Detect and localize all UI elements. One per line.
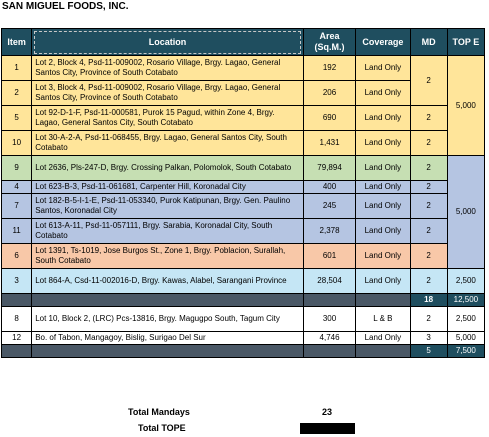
cell-area[interactable]: 690: [303, 106, 355, 131]
cell-location[interactable]: Lot 92-D-1-F, Psd-11-000581, Purok 15 Pagud, within Zone 4, Brgy. Lagao, General Santos City, South Cotabato: [32, 106, 304, 131]
table-row: [2, 156, 485, 181]
cell-tope[interactable]: 2,500: [447, 269, 484, 294]
cell-coverage[interactable]: Land Only: [356, 244, 410, 269]
cell-item[interactable]: 6: [2, 244, 32, 269]
schedule-table: [1, 28, 485, 358]
table-row: [2, 131, 485, 156]
total-tope-label: Total TOPE: [138, 423, 186, 433]
cell-md[interactable]: 2: [410, 181, 447, 194]
table-row: [2, 307, 485, 332]
cell-location[interactable]: Lot 2, Block 4, Psd-11-009002, Rosario Village, Brgy. Lagao, General Santos City, Province of South Cotabato: [32, 56, 304, 81]
cell-area[interactable]: 192: [303, 56, 355, 81]
cell-blank: [303, 345, 355, 358]
cell-coverage[interactable]: Land Only: [356, 194, 410, 219]
cell-area[interactable]: 400: [303, 181, 355, 194]
header-area[interactable]: Area (Sq.M.): [303, 29, 355, 56]
cell-blank: [303, 294, 355, 307]
cell-coverage[interactable]: Land Only: [356, 219, 410, 244]
subtotal-md[interactable]: 5: [410, 345, 447, 358]
cell-area[interactable]: 79,894: [303, 156, 355, 181]
cell-area[interactable]: 300: [303, 307, 355, 332]
cell-location[interactable]: Lot 2636, Pls-247-D, Brgy. Crossing Palkan, Polomolok, South Cotabato: [32, 156, 304, 181]
cell-location[interactable]: Lot 3, Block 4, Psd-11-009002, Rosario Village, Brgy. Lagao, General Santos City, Province of South Cotabato: [32, 81, 304, 106]
table-row: [2, 56, 485, 81]
cell-coverage[interactable]: Land Only: [356, 332, 410, 345]
subtotal-row: [2, 345, 485, 358]
table-row: [2, 194, 485, 219]
header-location[interactable]: Location: [32, 29, 304, 56]
cell-location[interactable]: Lot 10, Block 2, (LRC) Pcs-13816, Brgy. Magugpo South, Tagum City: [32, 307, 304, 332]
cell-item[interactable]: 1: [2, 56, 32, 81]
subtotal-md[interactable]: 18: [410, 294, 447, 307]
cell-md[interactable]: 2: [410, 194, 447, 219]
table-row: [2, 332, 485, 345]
cell-location[interactable]: Lot 30-A-2-A, Psd-11-068455, Brgy. Lagao, General Santos City, South Cotabato: [32, 131, 304, 156]
cell-blank: [32, 294, 304, 307]
cell-area[interactable]: 28,504: [303, 269, 355, 294]
table-row: [2, 106, 485, 131]
cell-area[interactable]: 2,378: [303, 219, 355, 244]
cell-tope-merged[interactable]: 5,000: [447, 56, 484, 156]
cell-coverage[interactable]: Land Only: [356, 156, 410, 181]
cell-area[interactable]: 206: [303, 81, 355, 106]
cell-tope[interactable]: 2,500: [447, 307, 484, 332]
table-row: [2, 244, 485, 269]
table-row: [2, 181, 485, 194]
company-title: SAN MIGUEL FOODS, INC.: [2, 1, 129, 12]
total-mandays-label: Total Mandays: [128, 407, 190, 417]
cell-location[interactable]: Bo. of Tabon, Mangagoy, Bislig, Surigao Del Sur: [32, 332, 304, 345]
cell-item[interactable]: 7: [2, 194, 32, 219]
cell-md-merged[interactable]: 2: [410, 56, 447, 106]
table-row: [2, 269, 485, 294]
subtotal-row: [2, 294, 485, 307]
cell-coverage[interactable]: Land Only: [356, 106, 410, 131]
cell-blank: [32, 345, 304, 358]
header-item[interactable]: Item: [2, 29, 32, 56]
cell-item[interactable]: 9: [2, 156, 32, 181]
cell-location[interactable]: Lot 613-A-11, Psd-11-057111, Brgy. Sarabia, Koronadal City, South Cotabato: [32, 219, 304, 244]
cell-coverage[interactable]: Land Only: [356, 131, 410, 156]
cell-blank: [356, 294, 410, 307]
table-row: [2, 219, 485, 244]
cell-md[interactable]: 2: [410, 307, 447, 332]
header-coverage[interactable]: Coverage: [356, 29, 410, 56]
cell-location[interactable]: Lot 1391, Ts-1019, Jose Burgos St., Zone 1, Brgy. Poblacion, Surallah, South Cotabato: [32, 244, 304, 269]
cell-area[interactable]: 245: [303, 194, 355, 219]
cell-blank: [356, 345, 410, 358]
cell-item[interactable]: 12: [2, 332, 32, 345]
cell-item[interactable]: 5: [2, 106, 32, 131]
cell-item[interactable]: 11: [2, 219, 32, 244]
cell-coverage[interactable]: Land Only: [356, 269, 410, 294]
cell-location[interactable]: Lot 623-B-3, Psd-11-061681, Carpenter Hill, Koronadal City: [32, 181, 304, 194]
total-mandays-value[interactable]: 23: [322, 407, 333, 417]
cell-coverage[interactable]: L & B: [356, 307, 410, 332]
cell-area[interactable]: 601: [303, 244, 355, 269]
cell-md[interactable]: 2: [410, 156, 447, 181]
cell-coverage[interactable]: Land Only: [356, 56, 410, 81]
cell-item[interactable]: 2: [2, 81, 32, 106]
cell-blank: [2, 345, 32, 358]
subtotal-tope[interactable]: 7,500: [447, 345, 484, 358]
cell-md[interactable]: 2: [410, 244, 447, 269]
cell-location[interactable]: Lot 864-A, Csd-11-002016-D, Brgy. Kawas, Alabel, Sarangani Province: [32, 269, 304, 294]
cell-md[interactable]: 2: [410, 106, 447, 131]
cell-tope-merged[interactable]: 5,000: [447, 156, 484, 269]
cell-item[interactable]: 10: [2, 131, 32, 156]
subtotal-tope[interactable]: 12,500: [447, 294, 484, 307]
cell-location[interactable]: Lot 182-B-5-I-1-E, Psd-11-053340, Purok Katipunan, Brgy. Gen. Paulino Santos, Koronadal City: [32, 194, 304, 219]
cell-md[interactable]: 2: [410, 219, 447, 244]
header-row: [2, 29, 485, 56]
cell-md[interactable]: 2: [410, 131, 447, 156]
cell-md[interactable]: 2: [410, 269, 447, 294]
header-tope[interactable]: TOP E: [447, 29, 484, 56]
cell-item[interactable]: 8: [2, 307, 32, 332]
total-tope-value-cell[interactable]: [300, 423, 355, 434]
cell-coverage[interactable]: Land Only: [356, 81, 410, 106]
cell-item[interactable]: 3: [2, 269, 32, 294]
cell-item[interactable]: 4: [2, 181, 32, 194]
cell-blank: [2, 294, 32, 307]
cell-area[interactable]: 4,746: [303, 332, 355, 345]
header-md[interactable]: MD: [410, 29, 447, 56]
cell-tope[interactable]: 5,000: [447, 332, 484, 345]
cell-md[interactable]: 3: [410, 332, 447, 345]
cell-area[interactable]: 1,431: [303, 131, 355, 156]
cell-coverage[interactable]: Land Only: [356, 181, 410, 194]
